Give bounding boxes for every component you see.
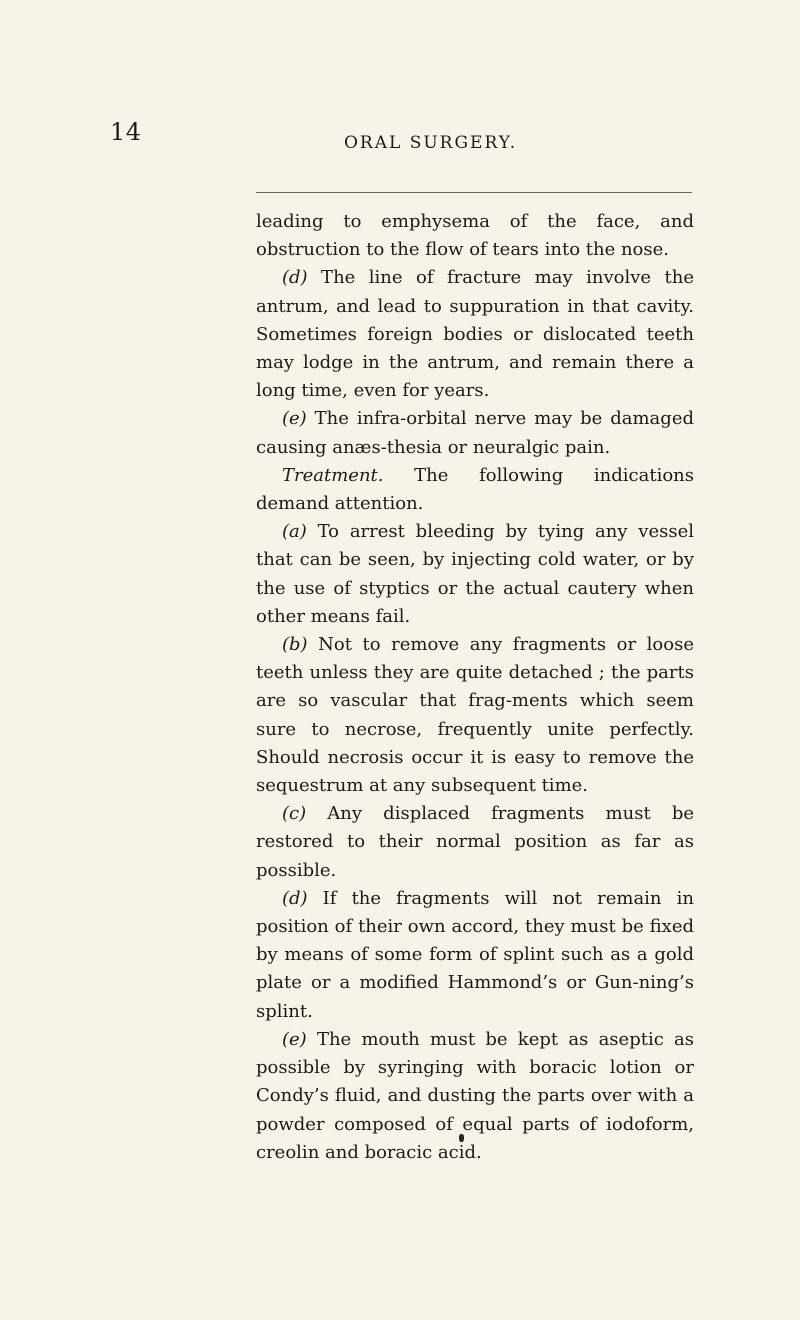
body-text	[256, 208, 694, 1167]
paragraph-e-aseptic	[256, 1026, 694, 1167]
paragraph-marker: (b)	[282, 634, 308, 656]
paragraph-marker: (e)	[282, 1028, 307, 1050]
paragraph-a-bleeding	[256, 518, 694, 631]
paragraph-text: The line of fracture may involve the antrum, and lead to suppuration in that cavity. Sometimes foreign bodies or dislocated teeth may lodge in the antrum, and remain there a long time, even for years.	[256, 267, 694, 402]
paragraph-treatment	[256, 462, 694, 518]
paragraph-text: To arrest bleeding by tying any vessel that can be seen, by injecting cold water, or by the use of styptics or the actual cautery when other means fail.	[256, 521, 694, 627]
running-title: ORAL SURGERY.	[344, 133, 518, 153]
paragraph-b-fragments	[256, 631, 694, 800]
paragraph-continuation	[256, 208, 694, 264]
paragraph-marker: (a)	[282, 521, 307, 543]
paragraph-d-splint	[256, 885, 694, 1026]
treatment-heading: Treatment.	[282, 464, 384, 486]
page-number: 14	[110, 118, 142, 146]
paragraph-marker: (c)	[282, 803, 307, 825]
paragraph-e-nerve	[256, 405, 694, 461]
paragraph-d-antrum	[256, 264, 694, 405]
paragraph-text: The mouth must be kept as aseptic as possible by syringing with boracic lotion or Condy’s fluid, and dusting the parts over with a powder composed of equal parts of iodoform, creolin and boracic acid.	[256, 1028, 694, 1163]
paragraph-text: If the fragments will not remain in position of their own accord, they must be fixed by means of some form of splint such as a gold plate or a modified Hammond’s or Gun-ning’s splint.	[256, 887, 694, 1022]
paragraph-marker: (e)	[282, 408, 307, 430]
paragraph-text: Any displaced fragments must be restored to their normal position as far as possible.	[256, 803, 694, 881]
ink-speck	[459, 1134, 464, 1142]
paragraph-marker: (d)	[282, 887, 308, 909]
header-rule	[256, 192, 692, 193]
paragraph-marker: (d)	[282, 267, 308, 289]
paragraph-text: leading to emphysema of the face, and obstruction to the flow of tears into the nose.	[256, 211, 694, 261]
paragraph-text: The following indications demand attention.	[256, 464, 694, 515]
paragraph-c-displaced	[256, 800, 694, 885]
paragraph-text: The infra-orbital nerve may be damaged causing anæs-thesia or neuralgic pain.	[256, 408, 694, 458]
paragraph-text: Not to remove any fragments or loose teeth unless they are quite detached ; the parts are so vascular that frag-ments which seem sure to necrose, frequently unite perfectly. Should necrosis occur it is easy to remove the sequestrum at any subsequent time.	[256, 634, 694, 797]
